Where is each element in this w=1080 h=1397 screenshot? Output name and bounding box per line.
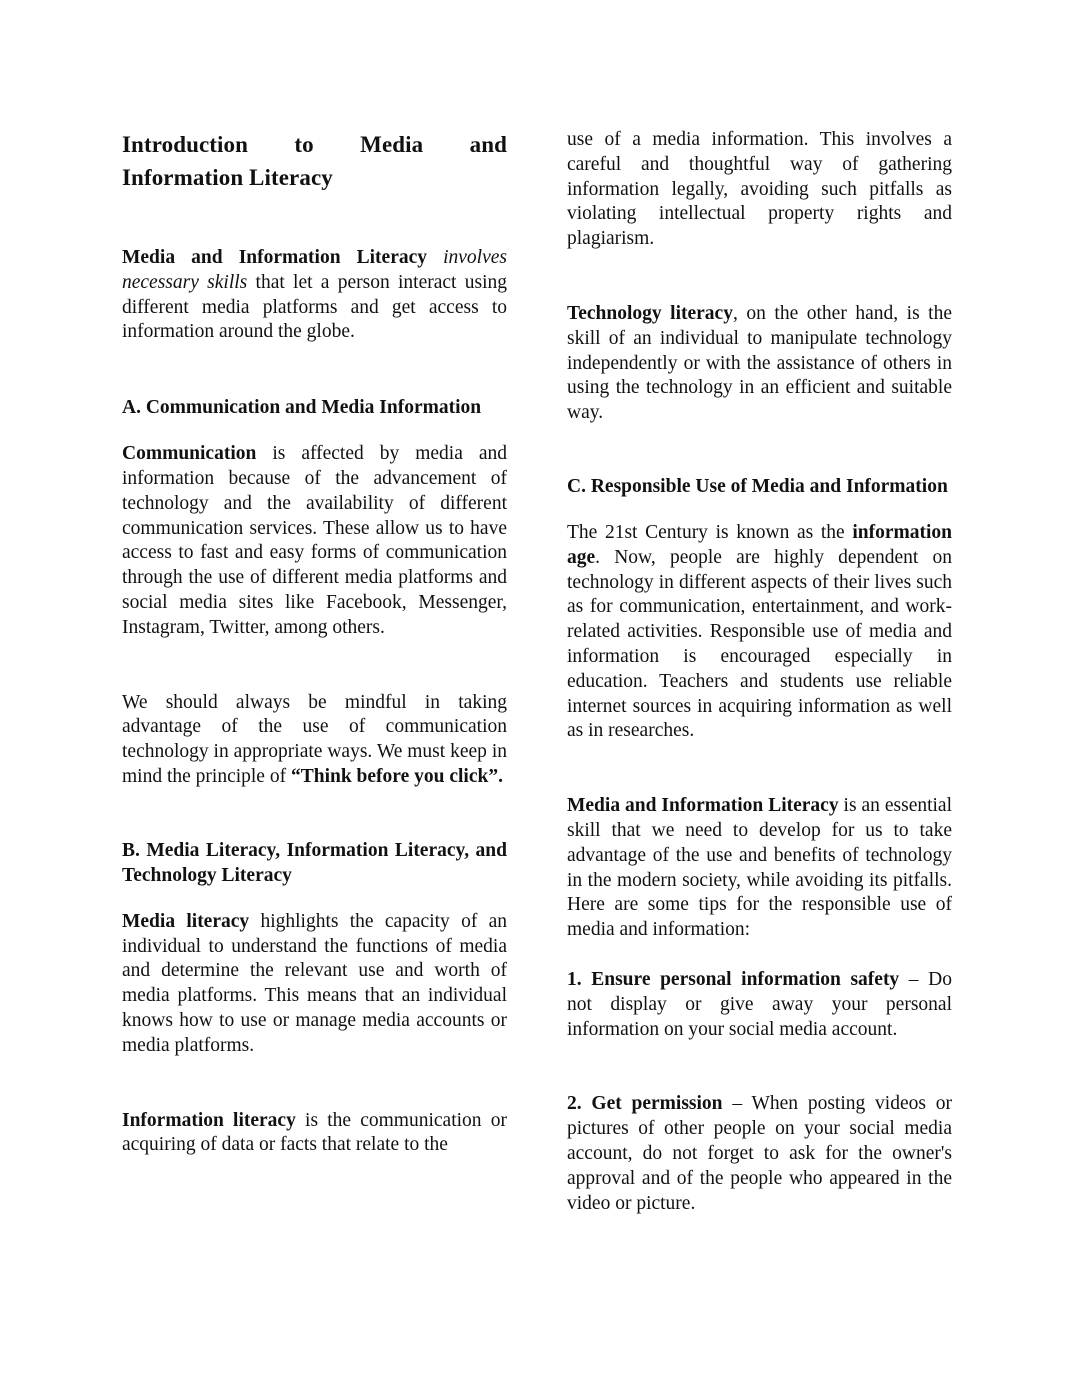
spacer: [567, 499, 952, 521]
spacer: [122, 641, 507, 691]
section-b-paragraph-1: [122, 910, 507, 1059]
tip-1-bold-lead: 1. Ensure personal information safety: [567, 968, 900, 990]
media-literacy-rest: highlights the capacity of an individual to understand the functions of media and determine the relevant use and worth of media platforms. This means that an individual knows how to use or manage media accounts or media platforms.: [122, 910, 507, 1056]
section-b-paragraph-2: [122, 1109, 507, 1159]
section-c-heading: C. Responsible Use of Media and Information: [567, 475, 948, 497]
spacer: [122, 888, 507, 910]
right-column: [567, 128, 952, 1288]
continued-paragraph: use of a media information. This involves a careful and thoughtful way of gathering information legally, avoiding such pitfalls as violating intellectual property rights and plagiarism.: [567, 129, 952, 250]
tip-2: [567, 1092, 952, 1216]
spacer: [567, 426, 952, 474]
century-rest: . Now, people are highly dependent on technology in different aspects of their lives such as for communication, entertainment, and work-related activities. Responsible use of media and information is encouraged especially in education. Teachers and students use reliable internet sources in acquiring information as well as in researches.: [567, 546, 952, 742]
left-column: [122, 128, 507, 1288]
technology-literacy-bold-lead: Technology literacy: [567, 302, 733, 324]
intro-bold-lead: Media and Information Literacy: [122, 247, 428, 268]
tip-2-bold-lead: 2. Get permission: [567, 1093, 723, 1115]
communication-bold-lead: Communication: [122, 443, 257, 465]
two-column-layout: [122, 128, 952, 1288]
intro-rest: that let a person interact using different media platforms and get access to information around the globe.: [122, 271, 507, 343]
century-plain-start: The 21st Century is known as the: [567, 521, 853, 543]
spacer: [122, 345, 507, 395]
spacer: [567, 1042, 952, 1092]
section-c-paragraph-1: [567, 521, 952, 744]
section-c-paragraph-2: [567, 794, 952, 943]
technology-literacy-rest: , on the other hand, is the skill of an individual to manipulate technology independently or with the assistance of others in using the technology in an efficient and suitable way.: [567, 302, 953, 424]
spacer: [122, 194, 507, 246]
section-a-paragraph-1: [122, 442, 507, 640]
mil-essential-bold-lead: Media and Information Literacy: [567, 795, 839, 817]
mil-essential-rest: is an essential skill that we need to develop for us to take advantage of the use and benefits of technology in the modern society, while avoiding its pitfalls. Here are some tips for the responsible use of media and information:: [567, 795, 953, 941]
spacer: [567, 252, 952, 302]
spacer: [122, 790, 507, 838]
spacer: [122, 1059, 507, 1109]
spacer: [567, 744, 952, 794]
information-literacy-rest: is the communication or acquiring of data or facts that relate to the: [122, 1109, 507, 1156]
information-literacy-bold-lead: Information literacy: [122, 1109, 296, 1131]
tip-2-rest: – When posting videos or pictures of other people on your social media account, do not forget to ask for the owner's approval and of the people who appeared in the video or picture.: [567, 1093, 952, 1214]
page-title: Introduction to Media and Information Literacy: [122, 132, 507, 190]
section-a-heading: A. Communication and Media Information: [122, 397, 482, 419]
mindful-plain-start: We should always be mindful in taking advantage of the use of communication technology in appropriate ways. We must keep in mind the principle of: [122, 691, 507, 787]
technology-literacy-paragraph: [567, 302, 952, 426]
tip-1: [567, 968, 952, 1042]
spacer: [122, 420, 507, 442]
section-b-heading: B. Media Literacy, Information Literacy, and Technology Literacy: [122, 839, 507, 886]
spacer: [567, 943, 952, 968]
intro-paragraph: [122, 246, 507, 345]
section-a-paragraph-2: [122, 691, 507, 790]
think-before-you-click-quote: “Think before you click”.: [290, 765, 503, 787]
communication-rest: is affected by media and information because of the advancement of technology and the availability of different communication services. These allow us to have access to fast and easy forms of communication through the use of different media platforms and social media sites like Facebook, Messenger, Instagram, Twitter, among others.: [122, 443, 507, 638]
information-age-bold-term: information age: [567, 521, 952, 568]
intro-italic-phrase: involves necessary skills: [122, 247, 507, 293]
tip-1-rest: – Do not display or give away your personal information on your social media account.: [567, 968, 952, 1040]
media-literacy-bold-lead: Media literacy: [122, 910, 250, 932]
